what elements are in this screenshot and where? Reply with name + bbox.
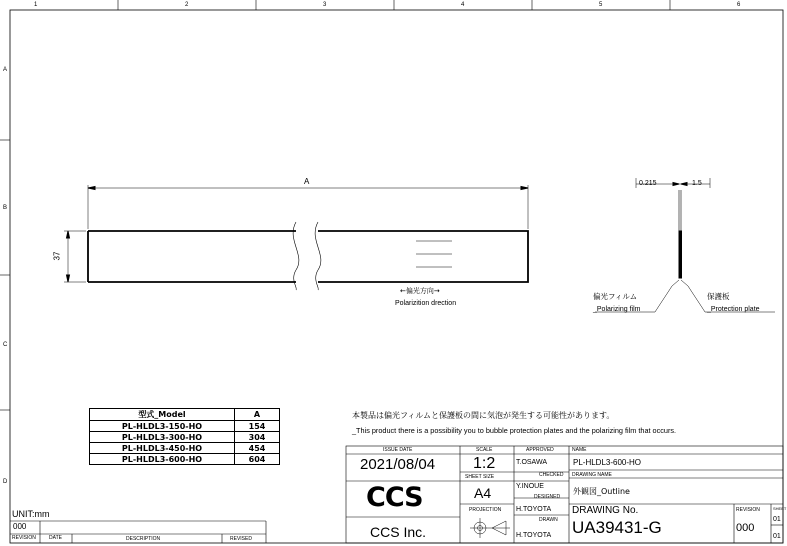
drawing-name-value: 外観図_Outline (573, 487, 630, 496)
revision-label: REVISION (736, 507, 760, 513)
dimension-film-label: 0.215 (639, 180, 657, 187)
approved-value: T.OSAWA (516, 459, 547, 466)
model-cell: PL-HLDL3-450-HO (90, 443, 235, 454)
model-cell: PL-HLDL3-600-HO (90, 454, 235, 465)
company-name: CCS Inc. (370, 524, 427, 540)
revision-value-title: 000 (736, 522, 755, 534)
polarization-direction-jp: ←偏光方向→ (400, 287, 440, 295)
date-column-header: DATE (49, 535, 62, 541)
grid-row-b: B (3, 205, 8, 211)
drawing-number-value: UA39431-G (572, 518, 662, 537)
table-row (90, 443, 280, 454)
dimension-height-label: 37 (52, 251, 62, 261)
a-value-cell: 604 (235, 454, 280, 465)
designed-label: DESIGNED (534, 494, 561, 500)
company-logo: CCS (366, 482, 423, 513)
designed-value: H.TOYOTA (516, 506, 552, 513)
drawing-name-label: DRAWING NAME (572, 472, 612, 478)
a-value-cell: 304 (235, 432, 280, 443)
model-cell: PL-HLDL3-150-HO (90, 421, 235, 432)
name-label: NAME (572, 447, 587, 453)
column-header-a: A (235, 409, 280, 421)
protection-plate-jp: 保護板 (707, 292, 730, 301)
approved-label: APPROVED (526, 447, 554, 453)
polarizing-film-en: _Polarizing film (593, 306, 641, 313)
sheet-size-label: SHEET SIZE (465, 474, 495, 480)
model-table (89, 408, 280, 465)
sheet-number-bottom: 01 (773, 533, 781, 540)
grid-col-5: 5 (599, 2, 603, 8)
revision-column-header: REVISION (12, 535, 36, 541)
table-row (90, 421, 280, 432)
dimension-plate-label: 1.5 (692, 180, 702, 187)
grid-row-a: A (3, 67, 8, 73)
grid-col-6: 6 (737, 2, 741, 8)
unit-label: UNIT:mm (12, 509, 50, 519)
projection-label: PROJECTION (469, 507, 502, 513)
table-header-row (90, 409, 280, 421)
grid-row-d: D (3, 479, 8, 485)
a-value-cell: 454 (235, 443, 280, 454)
model-cell: PL-HLDL3-300-HO (90, 432, 235, 443)
polarization-direction-en: Polarizition drection (395, 300, 457, 307)
polarizing-film-jp: 偏光フィルム (593, 292, 638, 301)
protection-plate-en: _Protection plate (707, 306, 760, 313)
drawn-value: H.TOYOTA (516, 532, 552, 539)
drawn-label: DRAWN (539, 517, 558, 523)
table-row (90, 432, 280, 443)
grid-col-1: 1 (34, 2, 38, 8)
issue-date-label: ISSUE DATE (383, 447, 413, 453)
sheet-number-top: 01 (773, 516, 781, 523)
grid-col-2: 2 (185, 2, 189, 8)
issue-date-value: 2021/08/04 (360, 456, 436, 473)
table-row (90, 454, 280, 465)
revised-column-header: REVISED (230, 536, 252, 542)
grid-col-3: 3 (323, 2, 327, 8)
grid-row-c: C (3, 342, 8, 348)
projection-symbol-icon (470, 518, 510, 538)
sheet-size-value: A4 (474, 485, 492, 501)
sheet-label: SHEET (773, 506, 787, 511)
front-view (64, 185, 528, 290)
note-en: _This product there is a possibility you to bubble protection plates and the polarizing film that occurs. (352, 426, 677, 435)
column-header-model: 型式_Model (90, 409, 235, 421)
dimension-a-label: A (304, 177, 310, 186)
checked-label: CHECKED (539, 472, 564, 478)
name-value: PL-HLDL3-600-HO (573, 458, 642, 467)
revision-value: 000 (13, 522, 27, 531)
scale-value: 1:2 (473, 455, 496, 472)
a-value-cell: 154 (235, 421, 280, 432)
checked-value: Y.INOUE (516, 483, 544, 490)
grid-col-4: 4 (461, 2, 465, 8)
drawing-number-label: DRAWING No. (572, 505, 639, 516)
note-jp: 本製品は偏光フィルムと保護板の間に気泡が発生する可能性があります。 (352, 411, 615, 420)
scale-label: SCALE (476, 447, 493, 453)
description-column-header: DESCRIPTION (126, 536, 161, 542)
